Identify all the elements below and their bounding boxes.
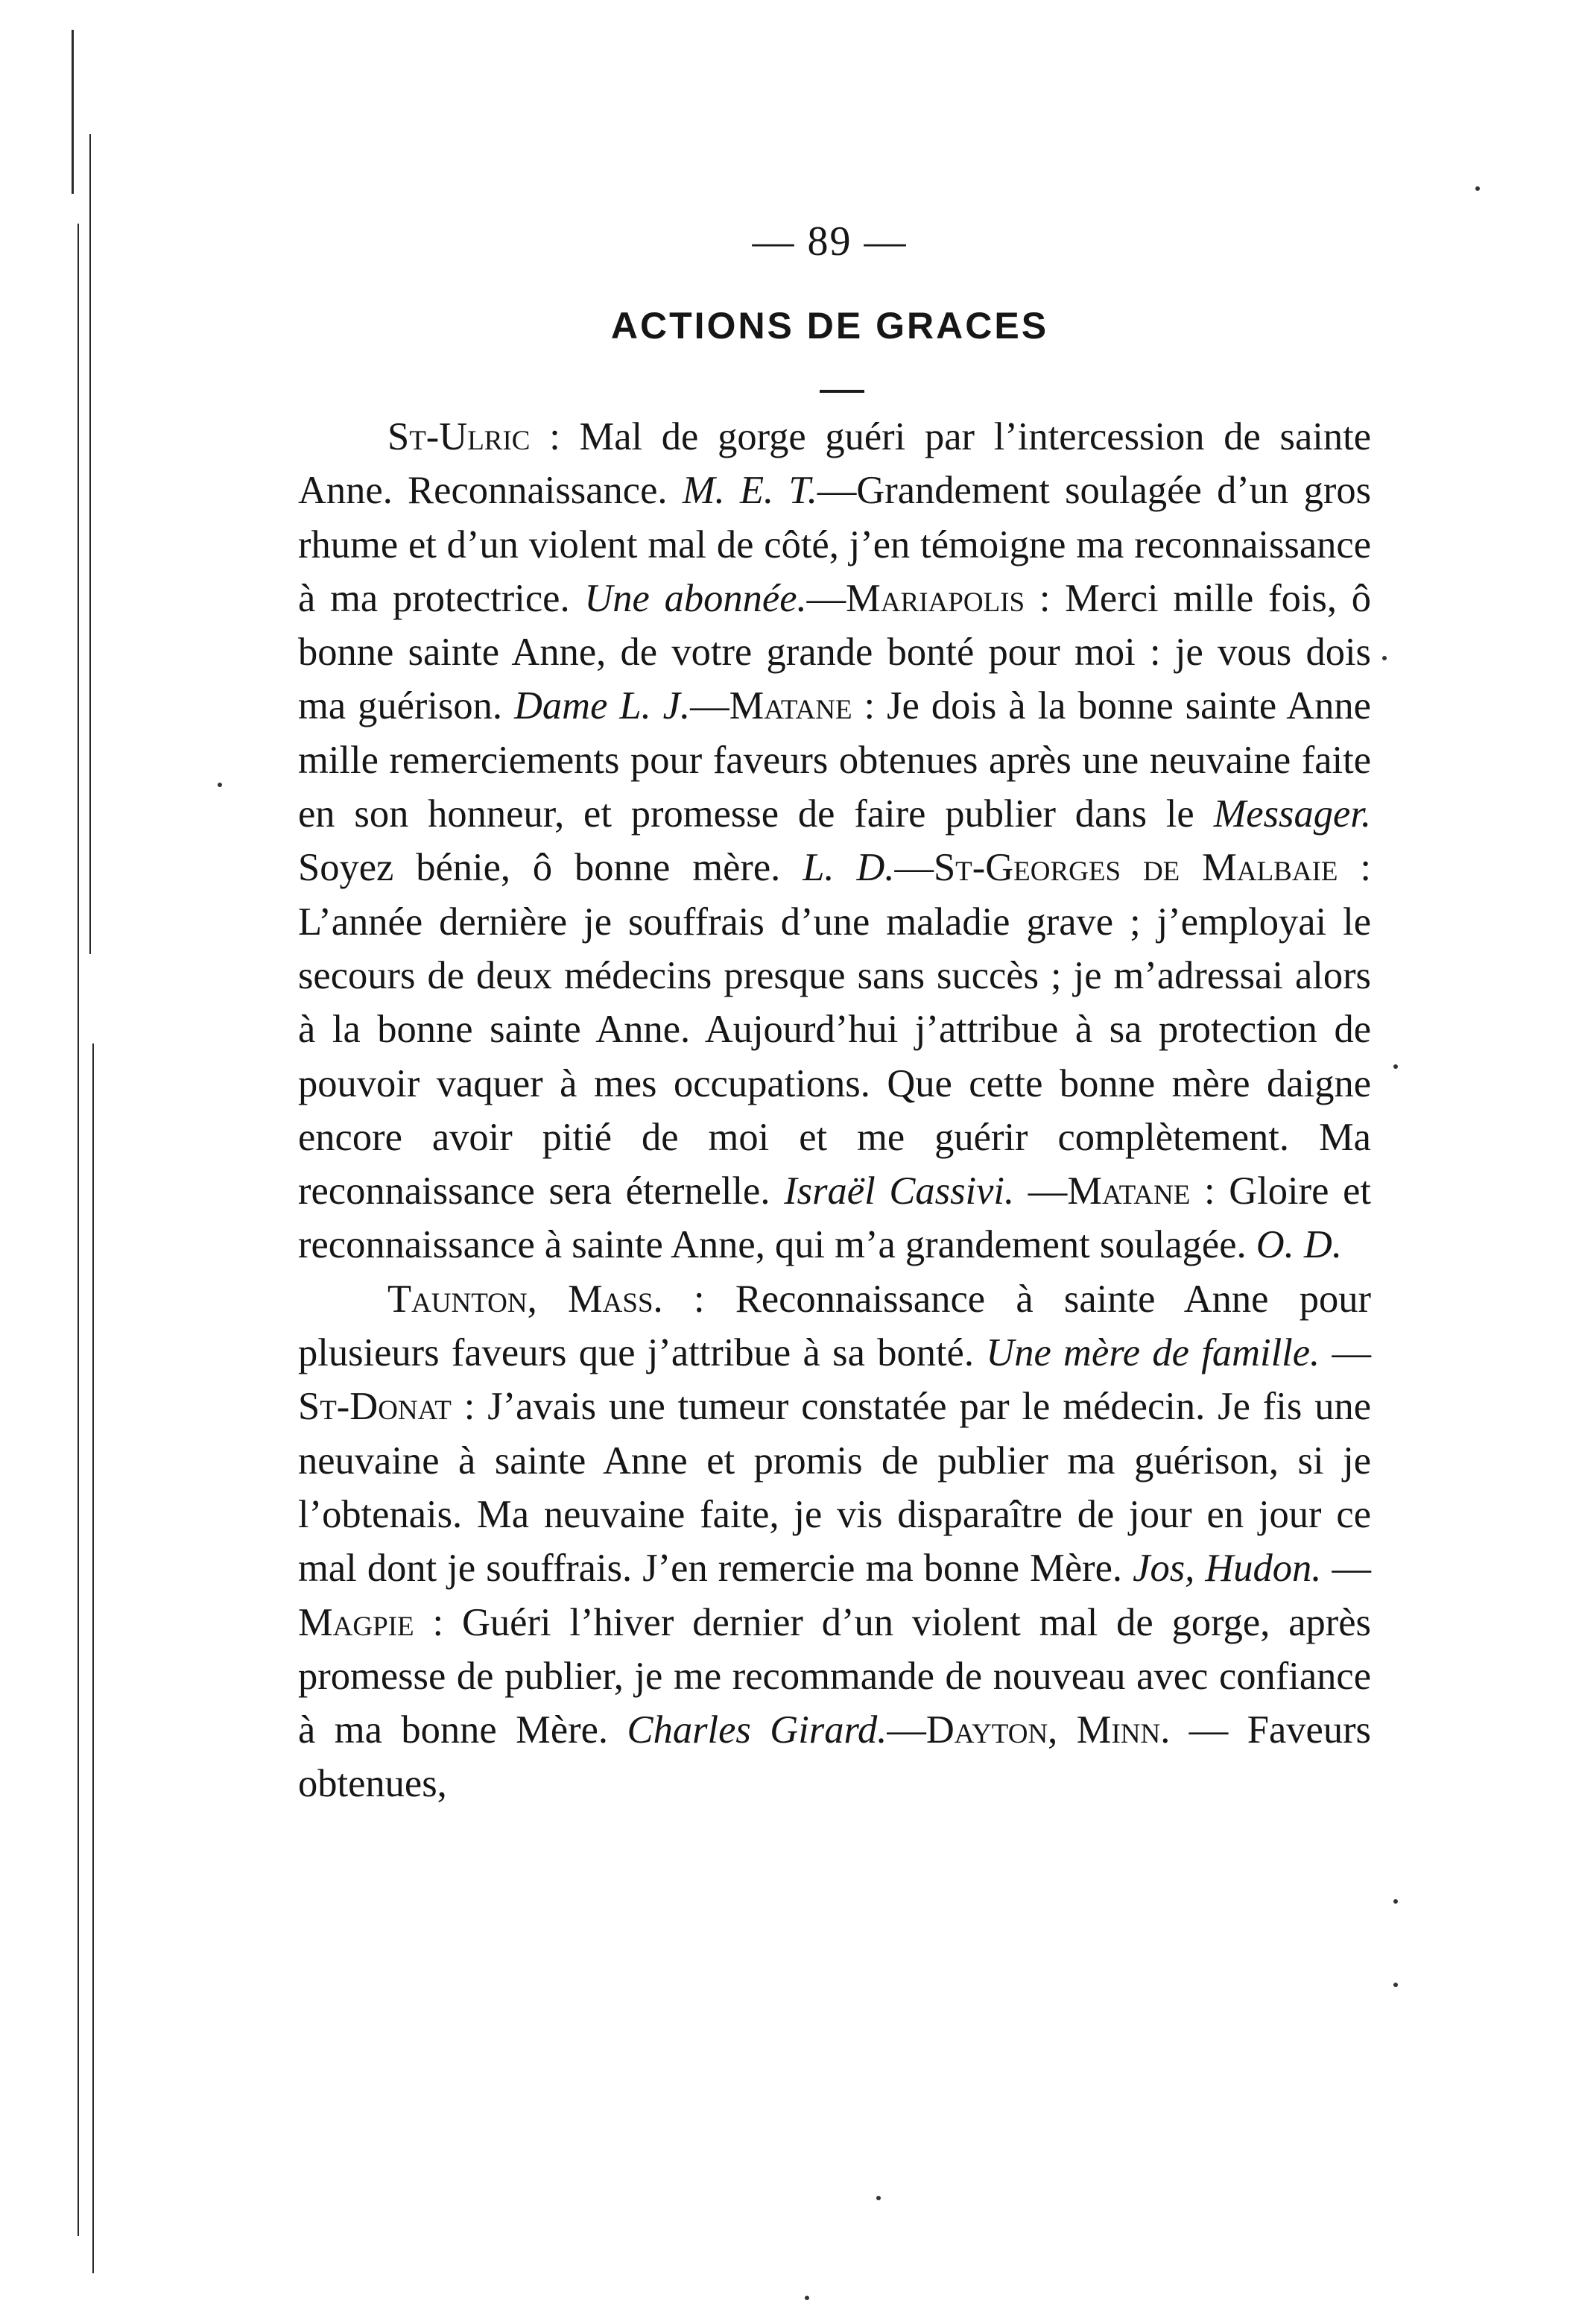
signature-text: Charles Girard. <box>627 1708 887 1752</box>
body-segment: : Gloire et reconnaissance à sainte Anne, qui m’a grandement soulagée. <box>298 1169 1371 1267</box>
scan-speck <box>1393 1064 1398 1069</box>
place-name: Mariapolis <box>846 576 1025 620</box>
body-segment: : L’année dernière je souffrais d’une maladie grave ; j’employai le secours de deux médecins presque sans succès ; je m’adressai alors à la bonne sainte Anne. Aujourd’hui j’attribue à sa protection de pouvoir vaquer à mes occupations. Que cette bonne mère daigne encore avoir pitié de moi et me guérir complètement. Ma reconnaissance sera éternelle. <box>298 846 1371 1213</box>
body-segment: — <box>1320 1331 1371 1375</box>
signature-text: Jos, Hudon. <box>1133 1547 1322 1591</box>
place-name: Taunton, Mass. <box>387 1277 663 1321</box>
body-segment: —Grandement soulagée d’un gros rhume et d’un violent mal de côté, j’en témoigne ma reconnaissance à ma protectrice. <box>298 469 1371 620</box>
place-name: St-Georges de Malbaie <box>933 846 1338 890</box>
place-name: St-Ulric <box>387 415 531 458</box>
page-number: — 89 — <box>752 218 908 265</box>
scan-speck <box>1475 186 1480 191</box>
signature-text: Israël Cassivi. <box>784 1169 1015 1213</box>
body-segment: : Mal de gorge guéri par l’intercession de sainte Anne. Reconnaissance. <box>298 415 1371 513</box>
scan-edge-line <box>77 224 79 2236</box>
scan-speck <box>1393 1899 1398 1904</box>
signature-text: L. D. <box>803 846 895 890</box>
section-heading: ACTIONS DE GRACES <box>610 305 1049 347</box>
place-name: Matane <box>1067 1169 1191 1213</box>
scan-speck <box>805 2296 809 2300</box>
signature-text: O. D. <box>1256 1223 1342 1267</box>
scan-speck <box>1382 656 1387 660</box>
body-segment: : Je dois à la bonne sainte Anne mille remerciements pour faveurs obtenues après une neuvaine faite en son honneur, et promesse de faire publier dans le <box>298 684 1371 836</box>
scan-speck <box>218 783 222 787</box>
signature-text: Une abonnée. <box>584 576 807 620</box>
body-segment: : Reconnaissance à sainte Anne pour plusieurs faveurs que j’attribue à sa bonté. <box>298 1277 1371 1375</box>
paragraph <box>298 410 1371 1272</box>
heading-rule <box>820 390 864 393</box>
body-segment: — <box>690 684 729 728</box>
body-segment: — <box>894 846 934 890</box>
body-segment: : Guéri l’hiver dernier d’un violent mal de gorge, après promesse de publier, je me recommande de nouveau avec confiance à ma bonne Mère. <box>298 1600 1371 1752</box>
signature-text: Dame L. J. <box>514 684 691 728</box>
paragraph <box>298 1272 1371 1811</box>
body-segment: — <box>887 1708 926 1752</box>
body-segment: — <box>806 576 846 620</box>
place-name: St-Donat <box>298 1385 452 1429</box>
scan-edge-line <box>92 1043 94 2273</box>
signature-text: Une mère de famille. <box>986 1331 1320 1375</box>
scan-speck <box>876 2196 881 2200</box>
place-name: Dayton, Minn. <box>925 1708 1171 1752</box>
body-segment: — <box>1014 1169 1068 1213</box>
scan-speck <box>1393 1983 1398 1987</box>
signature-text: Messager. <box>1213 792 1371 836</box>
body-segment: : J’avais une tumeur constatée par le médecin. Je fis une neuvaine à sainte Anne et promis de publier ma guérison, si je l’obtenais. Ma neuvaine faite, je vis disparaître de jour en jour ce mal dont je souffrais. J’en remercie ma bonne Mère. <box>298 1385 1371 1591</box>
body-segment: — <box>1321 1547 1371 1591</box>
scan-edge-line <box>72 30 74 194</box>
body-segment: Soyez bénie, ô bonne mère. <box>298 846 803 890</box>
body-text <box>298 410 1371 1811</box>
body-segment: : Merci mille fois, ô bonne sainte Anne, de votre grande bonté pour moi : je vous dois ma guérison. <box>298 576 1372 728</box>
place-name: Matane <box>729 684 852 728</box>
signature-text: M. E. T. <box>682 469 817 513</box>
body-segment: — Faveurs obtenues, <box>298 1708 1371 1806</box>
place-name: Magpie <box>298 1600 414 1644</box>
